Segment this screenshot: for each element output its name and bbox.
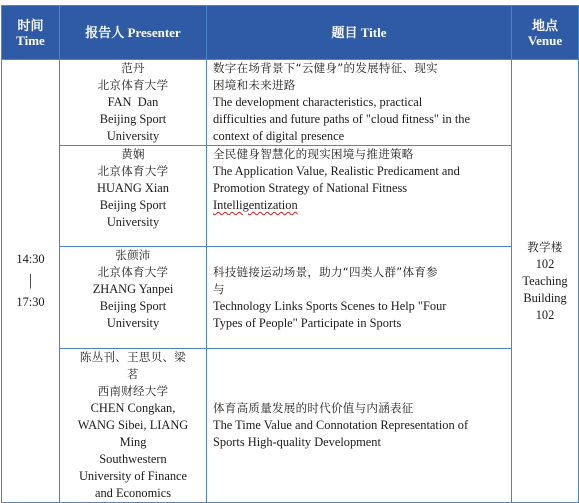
presenter-affiliation-en: Beijing Sport (99, 299, 167, 313)
title-cn: 与 (213, 282, 225, 296)
venue-cell (512, 60, 579, 503)
presenter-affiliation-cn: 北京体育大学 (97, 265, 169, 279)
presenter-cell (60, 247, 207, 349)
title-cn: 体育高质量发展的时代价值与内涵表征 (213, 401, 414, 415)
title-en: Promotion Strategy of National Fitness (213, 181, 408, 195)
time-separator: | (28, 272, 33, 289)
schedule-table (1, 5, 579, 503)
presenter-affiliation-cn: 北京体育大学 (97, 78, 169, 92)
venue-en: Building (523, 290, 567, 305)
presenter-affiliation-en: and Economics (94, 486, 172, 500)
presenter-name-en: CHEN Congkan, (90, 401, 176, 415)
time-header-en: Time (16, 32, 45, 48)
presenter-cell (60, 146, 207, 247)
presenter-affiliation-en: University (106, 129, 160, 143)
venue-header (512, 6, 579, 60)
title-en: The development characteristics, practical (213, 95, 423, 109)
venue-room: 102 (535, 307, 555, 322)
presenter-affiliation-en: University (106, 215, 160, 229)
table-row (2, 146, 579, 247)
title-en: Technology Links Sports Scenes to Help "Four (213, 299, 447, 313)
title-en: Sports High-quality Development (213, 435, 381, 449)
title-cell (207, 60, 512, 146)
presenter-affiliation-en: Beijing Sport (99, 198, 167, 212)
presenter-affiliation-en: Southwestern (99, 452, 167, 466)
presenter-name-cn: 范丹 (121, 61, 145, 75)
presenter-name-cn: 茗 (127, 367, 139, 381)
presenter-name-en: ZHANG Yanpei (92, 282, 174, 296)
presenter-cell (60, 60, 207, 146)
presenter-name-cn: 黄娴 (121, 147, 145, 161)
title-cn: 数字在场背景下“云健身”的发展特征、现实 (213, 61, 438, 75)
time-header (2, 6, 60, 60)
venue-room: 102 (535, 256, 555, 271)
presenter-name-en: FAN Dan (107, 95, 159, 109)
presenter-cell (60, 349, 207, 503)
presenter-affiliation-cn: 西南财经大学 (97, 384, 169, 398)
presenter-affiliation-en: University (106, 316, 160, 330)
presenter-name-en: WANG Sibei, LIANG (77, 418, 189, 432)
presenter-header: 报告人 Presenter (60, 6, 207, 60)
title-cell (207, 146, 512, 247)
time-header-cn: 时间 (17, 17, 44, 33)
presenter-name-en: HUANG Xian (97, 181, 169, 195)
venue-en: Teaching (522, 273, 568, 288)
presenter-affiliation-en: Beijing Sport (99, 112, 167, 126)
title-header: 题目 Title (207, 6, 512, 60)
title-en: difficulties and future paths of "cloud fitness" in the (213, 112, 470, 126)
title-cell (207, 247, 512, 349)
presenter-affiliation-cn: 北京体育大学 (97, 164, 169, 178)
venue-header-cn: 地点 (531, 17, 558, 33)
venue-header-en: Venue (527, 32, 563, 48)
table-row (2, 60, 579, 146)
title-en: The Time Value and Connotation Representation of (213, 418, 469, 432)
title-en: The Application Value, Realistic Predicament and (213, 164, 460, 178)
table-row (2, 247, 579, 349)
time-end: 17:30 (16, 295, 45, 309)
presenter-name-cn: 陈丛刊、王思贝、梁 (79, 350, 187, 364)
presenter-name-en: Ming (119, 435, 147, 449)
title-cn: 科技链接运动场景，助力“四类人群”体育参 (213, 265, 438, 279)
title-en: Intelligentization (213, 198, 298, 212)
title-en: context of digital presence (213, 129, 345, 143)
time-cell (2, 60, 60, 503)
presenter-name-cn: 张颜沛 (115, 248, 151, 262)
title-cell (207, 349, 512, 503)
venue-cn: 教学楼 (527, 239, 563, 254)
presenter-affiliation-en: University of Finance (78, 469, 188, 483)
title-en: Types of People" Participate in Sports (213, 316, 402, 330)
time-start: 14:30 (16, 252, 45, 266)
header-row (2, 6, 579, 60)
table-row (2, 349, 579, 503)
title-cn: 困境和未来进路 (213, 78, 296, 92)
title-cn: 全民健身智慧化的现实困境与推进策略 (213, 147, 414, 161)
